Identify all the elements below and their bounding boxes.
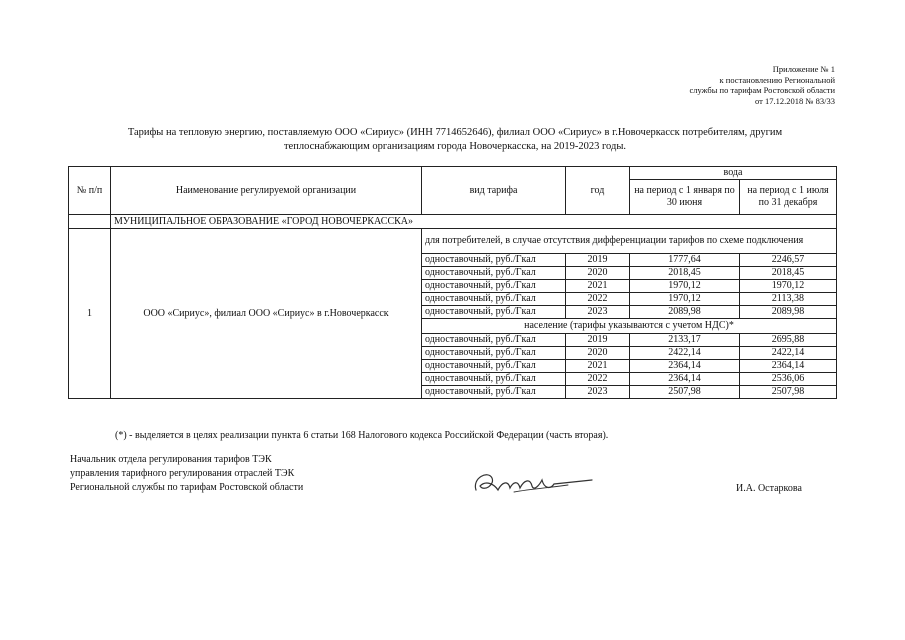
signer-position-line-3: Региональной службы по тарифам Ростовской области [70,482,304,493]
year-cell: 2020 [566,347,630,360]
tariff-type-cell: одноставочный, руб./Гкал [422,347,566,360]
year-cell: 2020 [566,267,630,280]
period-1-value: 2133,17 [630,334,740,347]
year-cell: 2021 [566,360,630,373]
tariff-type-cell: одноставочный, руб./Гкал [422,280,566,293]
period-1-value: 2364,14 [630,373,740,386]
tariff-type-cell: одноставочный, руб./Гкал [422,306,566,319]
tariff-table [68,166,837,399]
period-2-value: 2246,57 [740,254,837,267]
tariff-type-cell: одноставочный, руб./Гкал [422,293,566,306]
header-org: Наименование регулируемой организации [111,167,422,215]
period-1-value: 2507,98 [630,386,740,399]
header-tariff-type: вид тарифа [422,167,566,215]
appendix-line-4: от 17.12.2018 № 83/33 [755,95,835,106]
document-title [90,126,820,154]
header-period-2: на период с 1 июля по 31 декабря [740,180,837,215]
handwritten-signature [470,468,600,505]
tariff-type-cell: одноставочный, руб./Гкал [422,360,566,373]
period-1-value: 1970,12 [630,280,740,293]
header-year: год [566,167,630,215]
year-cell: 2022 [566,373,630,386]
period-1-value: 2089,98 [630,306,740,319]
municipality-num-cell [69,215,111,229]
year-cell: 2021 [566,280,630,293]
header-num: № п/п [69,167,111,215]
year-cell: 2022 [566,293,630,306]
tariff-type-cell: одноставочный, руб./Гкал [422,334,566,347]
title-line-1: Тарифы на тепловую энергию, поставляемую ООО «Сириус» (ИНН 7714652646), филиал ООО «Сириус» в г.Новочеркасск потребителям, другим [127,127,783,138]
signer-name: И.А. Остаркова [736,483,802,494]
period-2-value: 2113,38 [740,293,837,306]
period-2-value: 2018,45 [740,267,837,280]
period-1-value: 2422,14 [630,347,740,360]
year-cell: 2023 [566,306,630,319]
tariff-type-cell: одноставочный, руб./Гкал [422,254,566,267]
appendix-block [689,64,835,106]
header-period-1: на период с 1 января по 30 июня [630,180,740,215]
appendix-line-2: к постановлению Региональной [719,74,835,85]
header-row-1 [69,167,837,180]
period-1-value: 2018,45 [630,267,740,280]
section-2-title: население (тарифы указываются с учетом НДС)* [422,319,837,334]
tariff-type-cell: одноставочный, руб./Гкал [422,373,566,386]
row-number: 1 [69,229,111,399]
signer-block [70,453,303,495]
period-2-value: 2695,88 [740,334,837,347]
section-1-title: для потребителей, в случае отсутствия дифференциации тарифов по схеме подключения [422,229,837,254]
footnote: (*) - выделяется в целях реализации пункта 6 статьи 168 Налогового кодекса Российской Федерации (часть вторая). [115,430,609,441]
period-2-value: 2536,06 [740,373,837,386]
year-cell: 2019 [566,334,630,347]
signer-position-line-2: управления тарифного регулирования отраслей ТЭК [70,468,295,479]
period-2-value: 2507,98 [740,386,837,399]
tariff-type-cell: одноставочный, руб./Гкал [422,386,566,399]
period-2-value: 2422,14 [740,347,837,360]
tariff-type-cell: одноставочный, руб./Гкал [422,267,566,280]
municipality-name: МУНИЦИПАЛЬНОЕ ОБРАЗОВАНИЕ «ГОРОД НОВОЧЕРКАССКА» [111,215,837,229]
period-2-value: 2364,14 [740,360,837,373]
period-1-value: 1777,64 [630,254,740,267]
year-cell: 2019 [566,254,630,267]
period-1-value: 1970,12 [630,293,740,306]
section-1-title-row [69,229,837,254]
appendix-line-3: службы по тарифам Ростовской области [689,85,835,95]
header-water: вода [630,167,837,180]
municipality-row [69,215,837,229]
period-1-value: 2364,14 [630,360,740,373]
appendix-line-1: Приложение № 1 [772,64,835,74]
year-cell: 2023 [566,386,630,399]
organization-name: ООО «Сириус», филиал ООО «Сириус» в г.Новочеркасск [111,229,422,399]
period-2-value: 1970,12 [740,280,837,293]
title-line-2: теплоснабжающим организациям города Новочеркасска, на 2019-2023 годы. [283,141,627,152]
period-2-value: 2089,98 [740,306,837,319]
signer-position-line-1: Начальник отдела регулирования тарифов ТЭК [70,454,272,465]
